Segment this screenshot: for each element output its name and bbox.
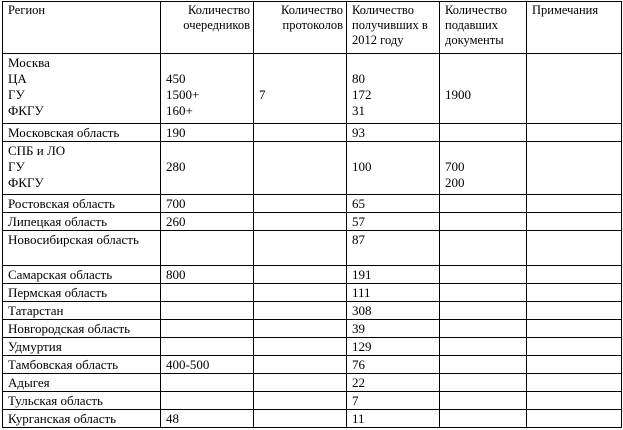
- cell-region: Тамбовская область: [3, 356, 161, 374]
- cell-region: Курганская область: [3, 410, 161, 428]
- cell-protocols: [254, 392, 347, 410]
- cell-queue: 700: [161, 195, 254, 213]
- cell-submitted: [440, 124, 527, 142]
- cell-queue: [161, 302, 254, 320]
- cell-notes: [527, 284, 622, 302]
- table-row: [3, 195, 622, 213]
- cell-submitted: [440, 392, 527, 410]
- table-row: [3, 266, 622, 284]
- cell-submitted: [440, 374, 527, 392]
- cell-queue: [161, 338, 254, 356]
- cell-queue: 400-500: [161, 356, 254, 374]
- cell-protocols: [254, 142, 347, 195]
- cell-notes: [527, 320, 622, 338]
- cell-notes: [527, 392, 622, 410]
- table-row: [3, 124, 622, 142]
- cell-queue: 48: [161, 410, 254, 428]
- table-row: [3, 338, 622, 356]
- cell-submitted: [440, 231, 527, 266]
- cell-submitted: [440, 284, 527, 302]
- cell-notes: [527, 410, 622, 428]
- cell-submitted: [440, 213, 527, 231]
- table-row: [3, 54, 622, 124]
- cell-notes: [527, 213, 622, 231]
- cell-submitted: [440, 195, 527, 213]
- cell-region: Москва ЦА ГУ ФКГУ: [3, 54, 161, 124]
- cell-queue: [161, 392, 254, 410]
- cell-protocols: [254, 266, 347, 284]
- cell-queue: 190: [161, 124, 254, 142]
- cell-region: Новгородская область: [3, 320, 161, 338]
- cell-queue: 450 1500+ 160+: [161, 54, 254, 124]
- cell-region: Тульская область: [3, 392, 161, 410]
- cell-notes: [527, 338, 622, 356]
- cell-protocols: [254, 124, 347, 142]
- column-header-protocols: Количество протоколов: [254, 2, 347, 54]
- column-header-notes: Примечания: [527, 2, 622, 54]
- cell-protocols: [254, 338, 347, 356]
- cell-received: 191: [347, 266, 440, 284]
- cell-submitted: [440, 410, 527, 428]
- cell-notes: [527, 54, 622, 124]
- table-row: [3, 356, 622, 374]
- cell-queue: [161, 320, 254, 338]
- cell-submitted: [440, 266, 527, 284]
- table-row: [3, 142, 622, 195]
- cell-protocols: [254, 195, 347, 213]
- cell-submitted: 700 200: [440, 142, 527, 195]
- cell-protocols: [254, 410, 347, 428]
- cell-queue: 800: [161, 266, 254, 284]
- table-body: [3, 54, 622, 428]
- cell-received: 76: [347, 356, 440, 374]
- cell-received: 22: [347, 374, 440, 392]
- cell-received: 308: [347, 302, 440, 320]
- cell-protocols: 7: [254, 54, 347, 124]
- cell-region: Удмуртия: [3, 338, 161, 356]
- cell-received: 87: [347, 231, 440, 266]
- cell-submitted: 1900: [440, 54, 527, 124]
- column-header-region: Регион: [3, 2, 161, 54]
- cell-region: Новосибирская область: [3, 231, 161, 266]
- cell-protocols: [254, 213, 347, 231]
- cell-notes: [527, 302, 622, 320]
- cell-region: Московская область: [3, 124, 161, 142]
- cell-region: СПБ и ЛО ГУ ФКГУ: [3, 142, 161, 195]
- cell-queue: [161, 231, 254, 266]
- table-row: [3, 213, 622, 231]
- cell-protocols: [254, 284, 347, 302]
- cell-notes: [527, 374, 622, 392]
- cell-queue: 260: [161, 213, 254, 231]
- cell-received: 129: [347, 338, 440, 356]
- cell-submitted: [440, 356, 527, 374]
- cell-received: 93: [347, 124, 440, 142]
- cell-received: 80 172 31: [347, 54, 440, 124]
- table-row: [3, 284, 622, 302]
- cell-received: 39: [347, 320, 440, 338]
- header-row: [3, 2, 622, 54]
- cell-protocols: [254, 320, 347, 338]
- column-header-submitted: Количество подавших документы: [440, 2, 527, 54]
- table-row: [3, 374, 622, 392]
- cell-notes: [527, 142, 622, 195]
- table-row: [3, 302, 622, 320]
- column-header-received: Количество получивших в 2012 году: [347, 2, 440, 54]
- cell-notes: [527, 195, 622, 213]
- cell-received: 65: [347, 195, 440, 213]
- cell-submitted: [440, 302, 527, 320]
- cell-region: Адыгея: [3, 374, 161, 392]
- cell-queue: [161, 374, 254, 392]
- cell-submitted: [440, 320, 527, 338]
- table-row: [3, 392, 622, 410]
- cell-protocols: [254, 231, 347, 266]
- cell-received: 57: [347, 213, 440, 231]
- cell-region: Самарская область: [3, 266, 161, 284]
- cell-notes: [527, 124, 622, 142]
- cell-notes: [527, 356, 622, 374]
- cell-queue: [161, 284, 254, 302]
- cell-protocols: [254, 356, 347, 374]
- cell-region: Татарстан: [3, 302, 161, 320]
- table-row: [3, 320, 622, 338]
- table-row: [3, 410, 622, 428]
- cell-region: Ростовская область: [3, 195, 161, 213]
- table-row: [3, 231, 622, 266]
- regions-table: [2, 1, 622, 428]
- cell-protocols: [254, 302, 347, 320]
- cell-received: 111: [347, 284, 440, 302]
- cell-region: Пермская область: [3, 284, 161, 302]
- cell-received: 100: [347, 142, 440, 195]
- cell-received: 11: [347, 410, 440, 428]
- cell-submitted: [440, 338, 527, 356]
- cell-received: 7: [347, 392, 440, 410]
- column-header-queue: Количество очередников: [161, 2, 254, 54]
- cell-notes: [527, 266, 622, 284]
- cell-region: Липецкая область: [3, 213, 161, 231]
- cell-notes: [527, 231, 622, 266]
- cell-queue: 280: [161, 142, 254, 195]
- cell-protocols: [254, 374, 347, 392]
